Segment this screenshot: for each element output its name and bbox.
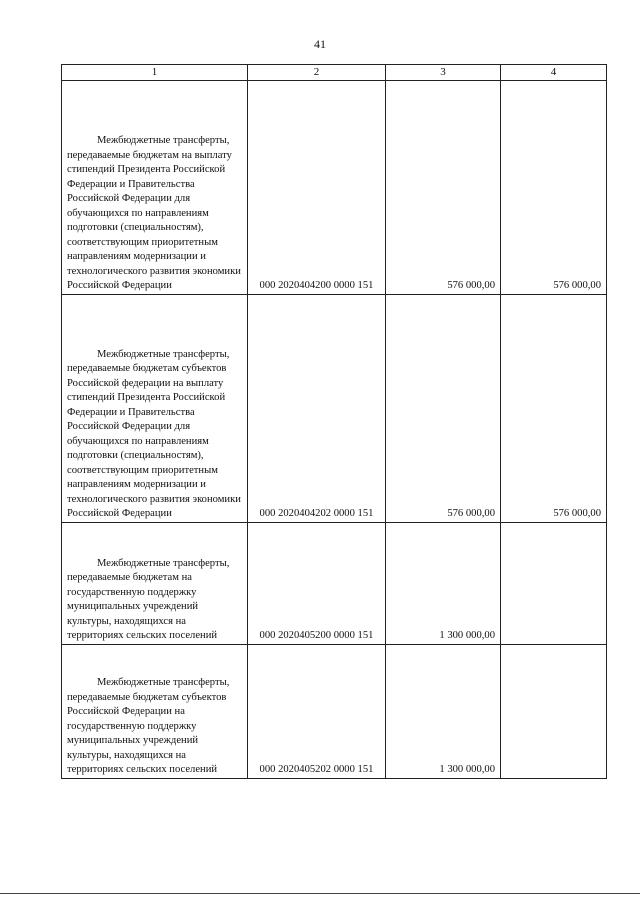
row-amount-4 [501,522,607,644]
row-amount-3: 576 000,00 [386,294,501,522]
row-description-text: Межбюджетные трансферты, передаваемые бюджетам субъектов Российской Федерации на государственную поддержку муниципальных учреждений культуры, находящихся на территориях сельских поселений [67,677,230,775]
column-header-1: 1 [62,65,248,81]
table-row [62,644,607,778]
row-code: 000 2020405200 0000 151 [248,522,386,644]
row-description-text: Межбюджетные трансферты, передаваемые бюджетам на выплату стипендий Президента Российской Федерации и Правительства Российской Федерации для обучающихся по направлениям подготовки (специальностям), соответствующим приоритетным направлениям модернизации и технологического развития экономики Российской Федерации [67,135,241,291]
row-description [62,644,248,778]
row-amount-3: 1 300 000,00 [386,522,501,644]
budget-table [61,64,607,779]
row-description [62,80,248,294]
row-amount-4 [501,644,607,778]
row-code: 000 2020404200 0000 151 [248,80,386,294]
row-amount-3: 1 300 000,00 [386,644,501,778]
column-header-3: 3 [386,65,501,81]
row-amount-4: 576 000,00 [501,294,607,522]
table-row [62,294,607,522]
page-number: 41 [314,37,326,51]
column-header-4: 4 [501,65,607,81]
row-code: 000 2020405202 0000 151 [248,644,386,778]
column-header-2: 2 [248,65,386,81]
row-description [62,294,248,522]
row-description-text: Межбюджетные трансферты, передаваемые бюджетам субъектов Российской федерации на выплату стипендий Президента Российской Федерации и Правительства Российской Федерации для обучающихся по направлениям подготовки (специальностям), соответствующим приоритетным направлениям модернизации и технологического развития экономики Российской Федерации [67,348,241,519]
row-description-text: Межбюджетные трансферты, передаваемые бюджетам на государственную поддержку муниципальных учреждений культуры, находящихся на территориях сельских поселений [67,557,230,641]
scan-edge-line [0,893,640,894]
row-amount-3: 576 000,00 [386,80,501,294]
header-row [62,65,607,81]
row-description [62,522,248,644]
row-amount-4: 576 000,00 [501,80,607,294]
table-row [62,80,607,294]
row-code: 000 2020404202 0000 151 [248,294,386,522]
table-row [62,522,607,644]
